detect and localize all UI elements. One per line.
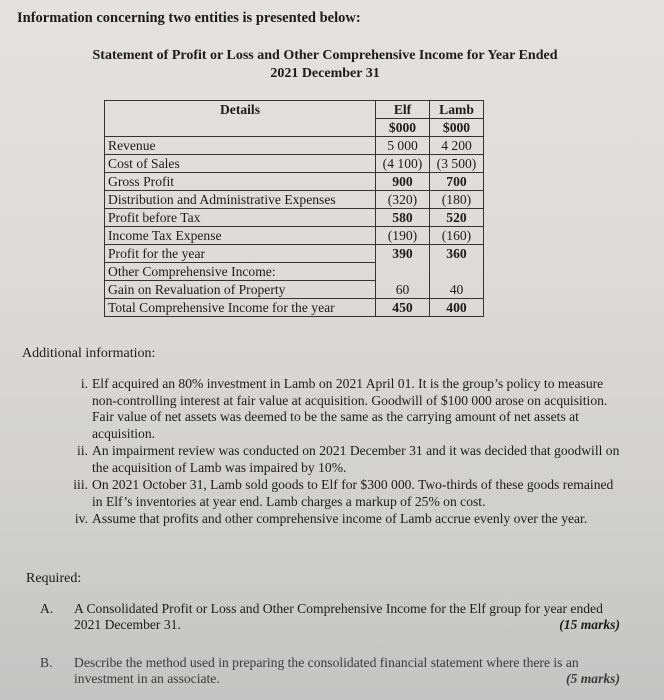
row-elf: 900 (376, 173, 430, 191)
item-number: iii. (73, 477, 88, 492)
required-item-a (40, 601, 620, 633)
row-elf: (4 100) (376, 155, 430, 173)
row-label: Other Comprehensive Income: (105, 263, 376, 281)
item-number: iv. (74, 511, 88, 526)
required-letter-b: B. (40, 655, 53, 670)
header-details: Details (105, 101, 376, 137)
row-lamb: 40 (430, 281, 484, 299)
row-elf: (320) (376, 191, 430, 209)
item-text: An impairment review was conducted on 2021 December 31 and it was decided that goodwill on the acquisition of Lamb was impaired by 10%. (92, 443, 620, 475)
table-row (105, 191, 484, 209)
statement-title (40, 47, 610, 83)
required-letter-a: A. (40, 601, 54, 616)
table-row (105, 155, 484, 173)
required-marks-b: (5 marks) (566, 671, 620, 686)
row-label: Revenue (105, 137, 376, 155)
list-item (66, 376, 626, 442)
item-text: Elf acquired an 80% investment in Lamb on 2021 April 01. It is the group’s policy to measure non-controlling interest at fair value at acquisition. Goodwill of $100 000 arose on acquisition. Fair value of net assets was deemed to be the same as the carrying amount of net assets at acquisition. (92, 376, 608, 441)
unit-elf: $000 (376, 119, 430, 137)
row-elf: 5 000 (376, 137, 430, 155)
table-row (105, 299, 484, 317)
required-text-a: A Consolidated Profit or Loss and Other Comprehensive Income for the Elf group for year ended 2021 December 31. (74, 601, 603, 632)
row-elf: (190) (376, 227, 430, 245)
additional-info-heading: Additional information: (22, 346, 156, 361)
row-elf: 60 (376, 281, 430, 299)
table-header-row (105, 101, 484, 119)
list-item (66, 511, 626, 528)
row-label: Distribution and Administrative Expenses (105, 191, 376, 209)
row-lamb: 360 (430, 245, 484, 263)
row-label: Income Tax Expense (105, 227, 376, 245)
statement-title-line2: 2021 December 31 (270, 66, 380, 81)
row-elf: 580 (376, 209, 430, 227)
table-row (105, 173, 484, 191)
table-row (105, 263, 484, 281)
row-lamb: (160) (430, 227, 484, 245)
intro-text: Information concerning two entities is presented below: (17, 10, 361, 26)
row-label: Gain on Revaluation of Property (105, 281, 376, 299)
item-text: On 2021 October 31, Lamb sold goods to Elf for $300 000. Two-thirds of these goods remained in Elf’s inventories at year end. Lamb charges a markup of 25% on cost. (92, 477, 614, 509)
table-row (105, 245, 484, 263)
table-row (105, 209, 484, 227)
row-lamb: (180) (430, 191, 484, 209)
required-heading: Required: (26, 571, 82, 586)
row-elf (376, 263, 430, 281)
row-lamb: 4 200 (430, 137, 484, 155)
row-label: Cost of Sales (105, 155, 376, 173)
row-lamb: 700 (430, 173, 484, 191)
required-item-b (40, 655, 620, 687)
unit-lamb: $000 (430, 119, 484, 137)
table-row (105, 281, 484, 299)
table-row (105, 227, 484, 245)
item-number: i. (80, 376, 88, 391)
statement-title-line1: Statement of Profit or Loss and Other Comprehensive Income for Year Ended (92, 48, 558, 63)
financial-statement-table (104, 100, 484, 317)
row-label: Profit for the year (105, 245, 376, 263)
row-elf: 390 (376, 245, 430, 263)
table-row (105, 137, 484, 155)
row-elf: 450 (376, 299, 430, 317)
list-item (66, 443, 626, 476)
row-lamb: (3 500) (430, 155, 484, 173)
row-lamb: 400 (430, 299, 484, 317)
row-label: Gross Profit (105, 173, 376, 191)
list-item (66, 477, 626, 510)
row-lamb (430, 263, 484, 281)
row-label: Profit before Tax (105, 209, 376, 227)
row-label: Total Comprehensive Income for the year (105, 299, 376, 317)
header-lamb: Lamb (430, 101, 484, 119)
header-elf: Elf (376, 101, 430, 119)
item-text: Assume that profits and other comprehensive income of Lamb accrue evenly over the year. (92, 511, 588, 526)
additional-info-list (66, 376, 626, 529)
row-lamb: 520 (430, 209, 484, 227)
required-marks-a: (15 marks) (559, 617, 620, 632)
item-number: ii. (77, 443, 88, 458)
required-text-b: Describe the method used in preparing the consolidated financial statement where there is an investment in an associate. (74, 655, 579, 686)
